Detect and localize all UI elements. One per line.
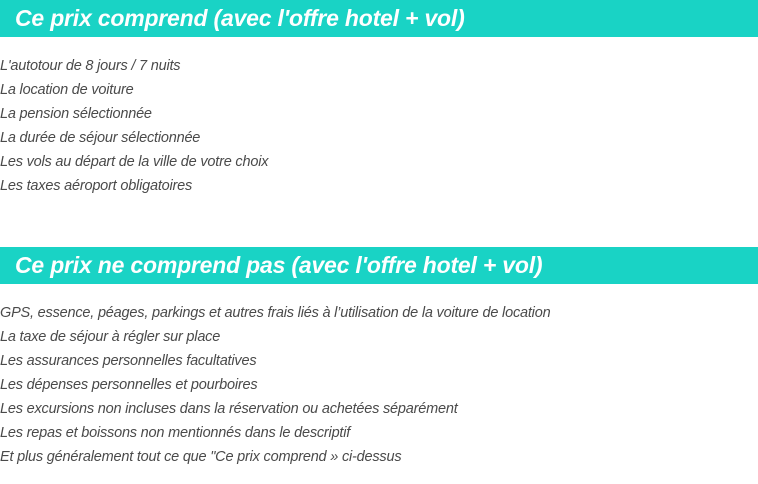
list-item: Les repas et boissons non mentionnés dans le descriptif — [0, 425, 351, 441]
price-includes-title: Ce prix comprend (avec l'offre hotel + vol) — [15, 5, 465, 31]
list-item: Les vols au départ de la ville de votre choix — [0, 154, 269, 170]
list-item: La location de voiture — [0, 82, 134, 98]
price-includes-list — [0, 54, 758, 198]
list-item: L'autotour de 8 jours / 7 nuits — [0, 58, 181, 74]
price-includes-section — [0, 0, 758, 198]
price-excludes-banner — [0, 247, 758, 284]
list-item: La taxe de séjour à régler sur place — [0, 329, 221, 345]
list-item: Les assurances personnelles facultatives — [0, 353, 257, 369]
list-item: Les dépenses personnelles et pourboires — [0, 377, 258, 393]
list-item: La durée de séjour sélectionnée — [0, 130, 201, 146]
list-item: Les excursions non incluses dans la réservation ou achetées séparément — [0, 401, 458, 417]
price-excludes-section — [0, 247, 758, 469]
list-item: GPS, essence, péages, parkings et autres frais liés à l’utilisation de la voiture de location — [0, 305, 551, 321]
list-item: La pension sélectionnée — [0, 106, 152, 122]
price-excludes-list — [0, 301, 758, 469]
list-item: Et plus généralement tout ce que "Ce prix comprend » ci-dessus — [0, 449, 402, 465]
price-includes-banner — [0, 0, 758, 37]
price-excludes-title: Ce prix ne comprend pas (avec l'offre hotel + vol) — [15, 252, 543, 278]
list-item: Les taxes aéroport obligatoires — [0, 178, 193, 194]
